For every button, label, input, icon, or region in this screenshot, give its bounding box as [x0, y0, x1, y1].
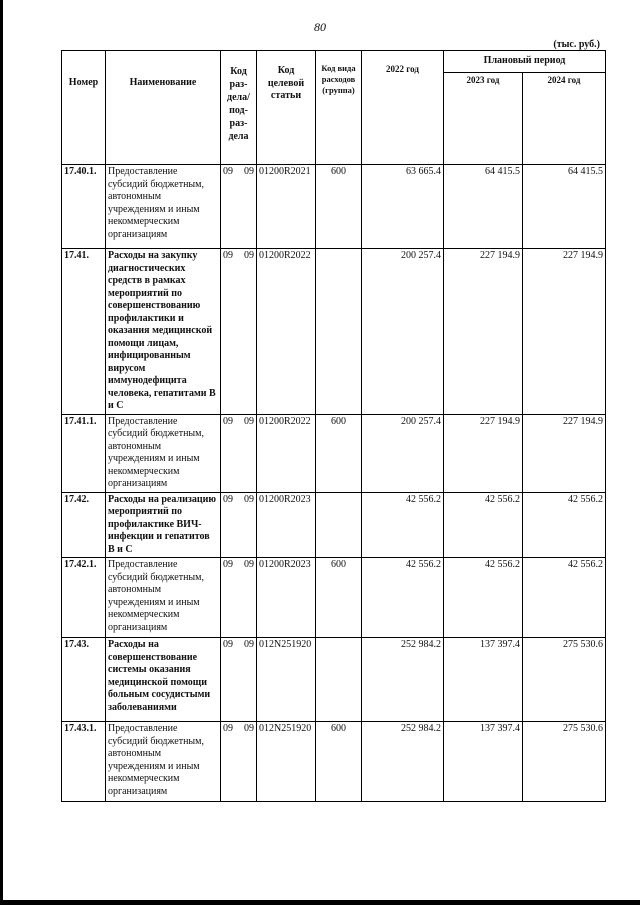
header-name: Наименование — [106, 51, 221, 165]
table-row — [62, 249, 606, 415]
subsection-code: 09 — [244, 639, 254, 650]
row-amount-2022: 200 257.4 — [362, 249, 444, 415]
row-name: Предоставление субсидий бюджетным, автономным учреждениям и иным некоммерческим организациям — [106, 414, 221, 492]
subsection-code: 09 — [244, 415, 254, 427]
row-amount-2022: 63 665.4 — [362, 165, 444, 249]
row-target-code: 01200R2021 — [257, 165, 316, 249]
row-amount-2023: 227 194.9 — [444, 414, 523, 492]
table-row — [62, 165, 606, 249]
row-number: 17.41. — [62, 249, 106, 415]
row-amount-2023: 42 556.2 — [444, 492, 523, 558]
row-amount-2022: 42 556.2 — [362, 492, 444, 558]
row-target-code: 012N251920 — [257, 638, 316, 722]
row-name: Расходы на совершенствование системы оказания медицинской помощи больным сосудистыми заболеваниями — [106, 638, 221, 722]
section-code: 09 — [223, 493, 233, 505]
row-target-code: 012N251920 — [257, 722, 316, 802]
row-number: 17.42.1. — [62, 558, 106, 638]
row-expense-type — [316, 492, 362, 558]
row-amount-2023: 64 415.5 — [444, 165, 523, 249]
row-number: 17.40.1. — [62, 165, 106, 249]
row-target-code: 01200R2022 — [257, 414, 316, 492]
subsection-code: 09 — [244, 723, 254, 734]
row-target-code: 01200R2022 — [257, 249, 316, 415]
row-section-code — [221, 558, 257, 638]
row-amount-2022: 42 556.2 — [362, 558, 444, 638]
row-expense-type — [316, 638, 362, 722]
row-amount-2024: 227 194.9 — [523, 414, 606, 492]
header-number: Номер — [62, 51, 106, 165]
page-number: 80 — [314, 20, 326, 34]
header-2023: 2023 год — [444, 73, 523, 165]
row-expense-type — [316, 249, 362, 415]
row-amount-2024: 275 530.6 — [523, 638, 606, 722]
table-row — [62, 558, 606, 638]
row-expense-type: 600 — [316, 558, 362, 638]
scan-edge-bottom — [0, 900, 640, 905]
table-row — [62, 722, 606, 802]
row-target-code: 01200R2023 — [257, 492, 316, 558]
row-amount-2023: 137 397.4 — [444, 638, 523, 722]
section-code: 09 — [223, 559, 233, 570]
row-name: Предоставление субсидий бюджетным, автономным учреждениям и иным некоммерческим организациям — [106, 722, 221, 802]
section-code: 09 — [223, 250, 233, 261]
row-amount-2022: 200 257.4 — [362, 414, 444, 492]
table-row — [62, 638, 606, 722]
row-amount-2024: 275 530.6 — [523, 722, 606, 802]
row-section-code — [221, 249, 257, 415]
row-section-code — [221, 414, 257, 492]
section-code: 09 — [223, 415, 233, 427]
subsection-code: 09 — [244, 166, 254, 177]
row-number: 17.43. — [62, 638, 106, 722]
row-name: Расходы на закупку диагностических средств в рамках мероприятий по совершенствованию профилактики и оказания медицинской помощи лицам, инфицированным вирусом иммунодефицита человека, гепатитами В и С — [106, 249, 221, 415]
header-2022: 2022 год — [362, 51, 444, 165]
row-section-code — [221, 165, 257, 249]
row-amount-2022: 252 984.2 — [362, 638, 444, 722]
row-expense-type: 600 — [316, 722, 362, 802]
budget-table — [61, 50, 606, 802]
section-code: 09 — [223, 723, 233, 734]
table-header — [62, 51, 606, 165]
row-amount-2024: 42 556.2 — [523, 492, 606, 558]
row-name: Предоставление субсидий бюджетным, автономным учреждениям и иным некоммерческим организациям — [106, 558, 221, 638]
table-body — [62, 165, 606, 802]
row-expense-type: 600 — [316, 414, 362, 492]
header-target: Код целевой статьи — [257, 51, 316, 165]
table-row — [62, 414, 606, 492]
subsection-code: 09 — [244, 493, 254, 505]
row-amount-2023: 137 397.4 — [444, 722, 523, 802]
row-amount-2024: 64 415.5 — [523, 165, 606, 249]
header-2024: 2024 год — [523, 73, 606, 165]
subsection-code: 09 — [244, 250, 254, 261]
row-amount-2023: 227 194.9 — [444, 249, 523, 415]
section-code: 09 — [223, 166, 233, 177]
header-section: Код раз-дела/ под-раз-дела — [221, 51, 257, 165]
row-section-code — [221, 638, 257, 722]
row-section-code — [221, 492, 257, 558]
table-row — [62, 492, 606, 558]
row-section-code — [221, 722, 257, 802]
subsection-code: 09 — [244, 559, 254, 570]
row-number: 17.41.1. — [62, 414, 106, 492]
row-number: 17.42. — [62, 492, 106, 558]
section-code: 09 — [223, 639, 233, 650]
row-name: Расходы на реализацию мероприятий по профилактике ВИЧ-инфекции и гепатитов В и С — [106, 492, 221, 558]
row-amount-2023: 42 556.2 — [444, 558, 523, 638]
header-planned-period: Плановый период — [444, 51, 606, 73]
row-amount-2022: 252 984.2 — [362, 722, 444, 802]
row-number: 17.43.1. — [62, 722, 106, 802]
row-amount-2024: 42 556.2 — [523, 558, 606, 638]
scan-edge-left — [0, 0, 3, 905]
row-amount-2024: 227 194.9 — [523, 249, 606, 415]
row-expense-type: 600 — [316, 165, 362, 249]
row-target-code: 01200R2023 — [257, 558, 316, 638]
row-name: Предоставление субсидий бюджетным, автономным учреждениям и иным некоммерческим организациям — [106, 165, 221, 249]
units-label: (тыс. руб.) — [553, 39, 600, 50]
header-expense-type: Код вида расходов (группа) — [316, 51, 362, 165]
